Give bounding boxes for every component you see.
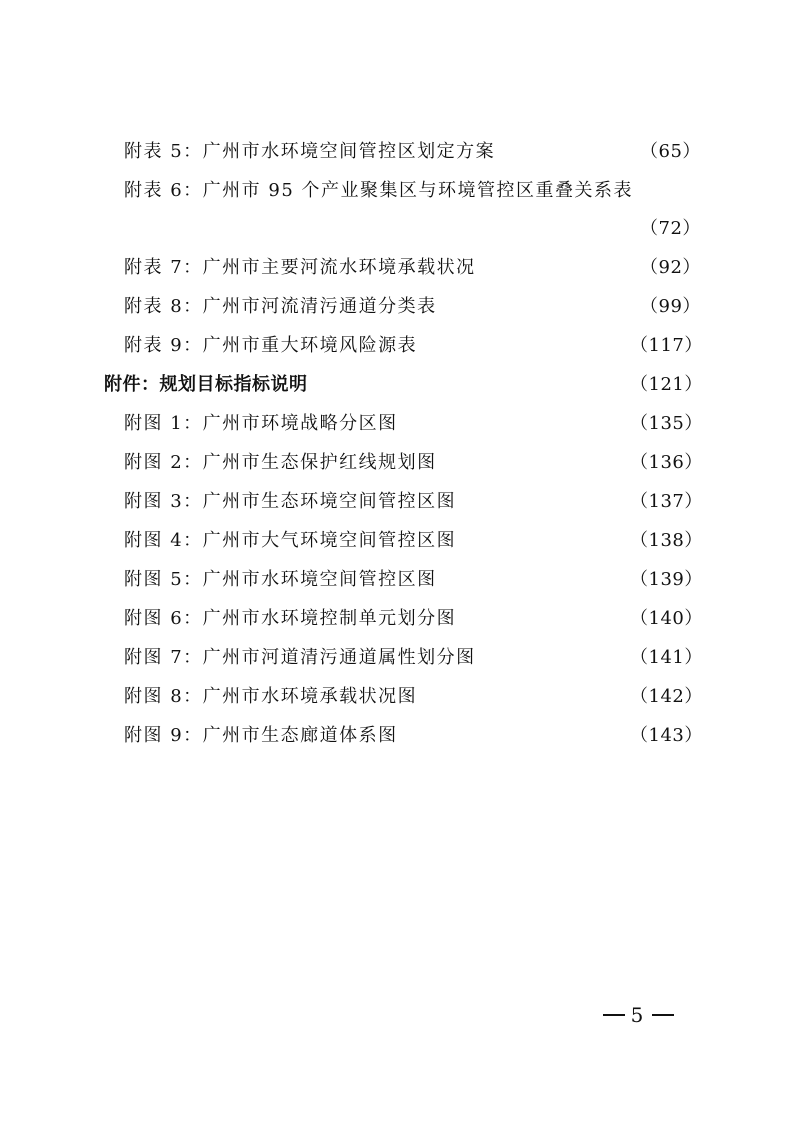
toc-entry[interactable] <box>0 292 793 322</box>
footer-dash-left <box>603 1014 625 1016</box>
toc-entry[interactable] <box>0 409 793 439</box>
toc-entry[interactable] <box>0 721 793 751</box>
toc-entry[interactable] <box>0 176 793 206</box>
toc-entry[interactable] <box>0 643 793 673</box>
toc-entry-label: 附表 9：广州市重大环境风险源表 <box>124 335 418 356</box>
toc-leader-dots <box>482 526 625 556</box>
footer-dash-right <box>652 1014 674 1016</box>
toc-entry-label: 附图 3：广州市生态环境空间管控区图 <box>124 491 457 512</box>
toc-leader-dots <box>440 682 625 712</box>
toc-entry-page: （92） <box>640 257 701 278</box>
toc-entry-page: （135） <box>630 413 703 434</box>
toc-entry-label: 附表 7：广州市主要河流水环境承载状况 <box>124 257 476 278</box>
toc-entry[interactable] <box>0 604 793 634</box>
toc-leader-dots <box>503 643 625 673</box>
toc-entry-page: （143） <box>630 725 703 746</box>
toc-entry-label: 附图 9：广州市生态廊道体系图 <box>124 725 398 746</box>
toc-leader-dots <box>419 409 625 439</box>
toc-entry[interactable] <box>0 370 793 400</box>
toc-entry[interactable] <box>0 487 793 517</box>
toc-entry-label: 附图 6：广州市水环境控制单元划分图 <box>124 608 457 629</box>
toc-leader-dots <box>524 253 638 283</box>
toc-entry[interactable] <box>0 565 793 595</box>
toc-entry[interactable] <box>0 682 793 712</box>
page-number: 5 <box>630 1003 644 1027</box>
toc-entry-label: 附图 8：广州市水环境承载状况图 <box>124 686 418 707</box>
toc-leader-dots <box>462 448 625 478</box>
toc-entry-label: 附件：规划目标指标说明 <box>104 374 308 395</box>
toc-entry-label: 附图 5：广州市水环境空间管控区图 <box>124 569 437 590</box>
toc-entry[interactable] <box>0 526 793 556</box>
toc-entry[interactable] <box>0 253 793 283</box>
toc-entry-page: （121） <box>630 374 703 395</box>
toc-entry-page: （139） <box>630 569 703 590</box>
toc-entry[interactable] <box>0 137 793 167</box>
toc-entry-page: （138） <box>630 530 703 551</box>
toc-entry-label: 附图 4：广州市大气环境空间管控区图 <box>124 530 457 551</box>
toc-leader-dots <box>461 565 625 595</box>
toc-leader-dots <box>333 370 625 400</box>
toc-entry[interactable] <box>0 448 793 478</box>
toc-entry-page: （136） <box>630 452 703 473</box>
toc-entry-label: 附图 7：广州市河道清污通道属性划分图 <box>124 647 476 668</box>
toc-leader-dots <box>441 331 625 361</box>
toc-entry-page: （65） <box>640 141 701 162</box>
toc-entry-continuation[interactable] <box>0 214 793 244</box>
toc-entry-label: 附表 6：广州市 95 个产业聚集区与环境管控区重叠关系表 <box>124 180 634 201</box>
toc-entry-page: （137） <box>630 491 703 512</box>
toc-leader-dots <box>530 137 638 167</box>
toc-leader-dots <box>157 214 638 244</box>
toc-entry-page: （140） <box>630 608 703 629</box>
toc-entry-label: 附图 2：广州市生态保护红线规划图 <box>124 452 437 473</box>
toc-leader-dots <box>470 292 638 322</box>
toc-entry-page: （142） <box>630 686 703 707</box>
toc-entry-page: （117） <box>630 335 703 356</box>
toc-entry-page: （141） <box>630 647 703 668</box>
toc-entry-label: 附图 1：广州市环境战略分区图 <box>124 413 398 434</box>
toc-entry[interactable] <box>0 331 793 361</box>
toc-entry-label: 附表 8：广州市河流清污通道分类表 <box>124 296 437 317</box>
toc-leader-dots <box>418 721 625 751</box>
toc-leader-dots <box>482 604 625 634</box>
toc-entry-page: （72） <box>640 218 701 239</box>
toc-entry-page: （99） <box>640 296 701 317</box>
page-footer <box>600 1000 680 1030</box>
toc-entry-label: 附表 5：广州市水环境空间管控区划定方案 <box>124 141 496 162</box>
toc-leader-dots <box>482 487 625 517</box>
